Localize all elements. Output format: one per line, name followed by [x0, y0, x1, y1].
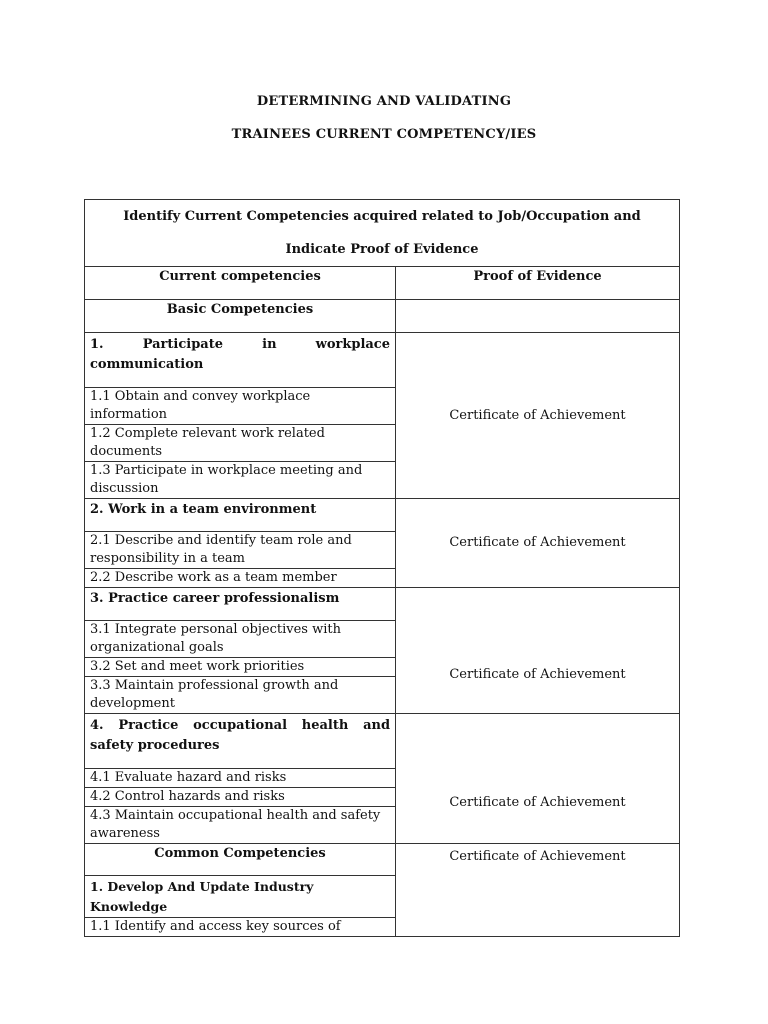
unit-1-title-line-1	[90, 335, 390, 355]
column-header-current-competencies: Current competencies	[85, 267, 396, 300]
unit-4-word-1: Practice	[118, 718, 179, 733]
unit-1-word-2: in	[262, 337, 277, 352]
common-evidence: Certificate of Achievement	[396, 844, 680, 937]
common-unit-1-item-1: 1.1 Identify and access key sources of	[85, 918, 396, 937]
section-basic-evidence	[396, 300, 680, 333]
unit-2-item-2: 2.2 Describe work as a team member	[85, 569, 396, 588]
unit-3-item-3: 3.3 Maintain professional growth and development	[85, 677, 396, 714]
unit-3-item-1: 3.1 Integrate personal objectives with organizational goals	[85, 621, 396, 658]
unit-4-word-2: occupational	[193, 718, 288, 733]
unit-1-number: 1.	[90, 337, 104, 352]
unit-4-title	[85, 714, 396, 769]
unit-2-title: 2. Work in a team environment	[85, 499, 396, 532]
unit-4-item-2: 4.2 Control hazards and risks	[85, 788, 396, 807]
unit-4-word-3: health	[301, 718, 349, 733]
unit-4-evidence: Certificate of Achievement	[396, 714, 680, 844]
table-header	[85, 200, 680, 267]
unit-1-title-line-2: communication	[90, 357, 204, 372]
common-unit-1-title: 1. Develop And Update Industry Knowledge	[85, 876, 396, 918]
unit-4-item-1: 4.1 Evaluate hazard and risks	[85, 769, 396, 788]
unit-1-item-1: 1.1 Obtain and convey workplace information	[85, 388, 396, 425]
section-common-competencies: Common Competencies	[85, 844, 396, 876]
unit-3-title: 3. Practice career professionalism	[85, 588, 396, 621]
unit-1-item-2: 1.2 Complete relevant work related documents	[85, 425, 396, 462]
unit-4-item-3: 4.3 Maintain occupational health and safety awareness	[85, 807, 396, 844]
unit-4-title-line-1	[90, 716, 390, 736]
table-header-line-1: Identify Current Competencies acquired related to Job/Occupation and	[123, 209, 641, 224]
unit-1-title	[85, 333, 396, 388]
section-basic-competencies: Basic Competencies	[85, 300, 396, 333]
table-header-line-2: Indicate Proof of Evidence	[285, 242, 479, 257]
document-title-line-2: TRAINEES CURRENT COMPETENCY/IES	[231, 127, 537, 142]
unit-2-evidence: Certificate of Achievement	[396, 499, 680, 588]
unit-4-title-line-2: safety procedures	[90, 738, 220, 753]
document-title-line-1: DETERMINING AND VALIDATING	[256, 94, 512, 109]
unit-4-word-4: and	[363, 718, 391, 733]
competency-table	[84, 199, 680, 937]
column-header-proof-of-evidence: Proof of Evidence	[396, 267, 680, 300]
unit-4-number: 4.	[90, 718, 104, 733]
unit-3-item-2: 3.2 Set and meet work priorities	[85, 658, 396, 677]
unit-1-word-3: workplace	[315, 337, 390, 352]
unit-1-evidence: Certificate of Achievement	[396, 333, 680, 499]
unit-3-evidence: Certificate of Achievement	[396, 588, 680, 714]
unit-1-item-3: 1.3 Participate in workplace meeting and discussion	[85, 462, 396, 499]
unit-1-word-1: Participate	[142, 337, 223, 352]
unit-2-item-1: 2.1 Describe and identify team role and responsibility in a team	[85, 532, 396, 569]
